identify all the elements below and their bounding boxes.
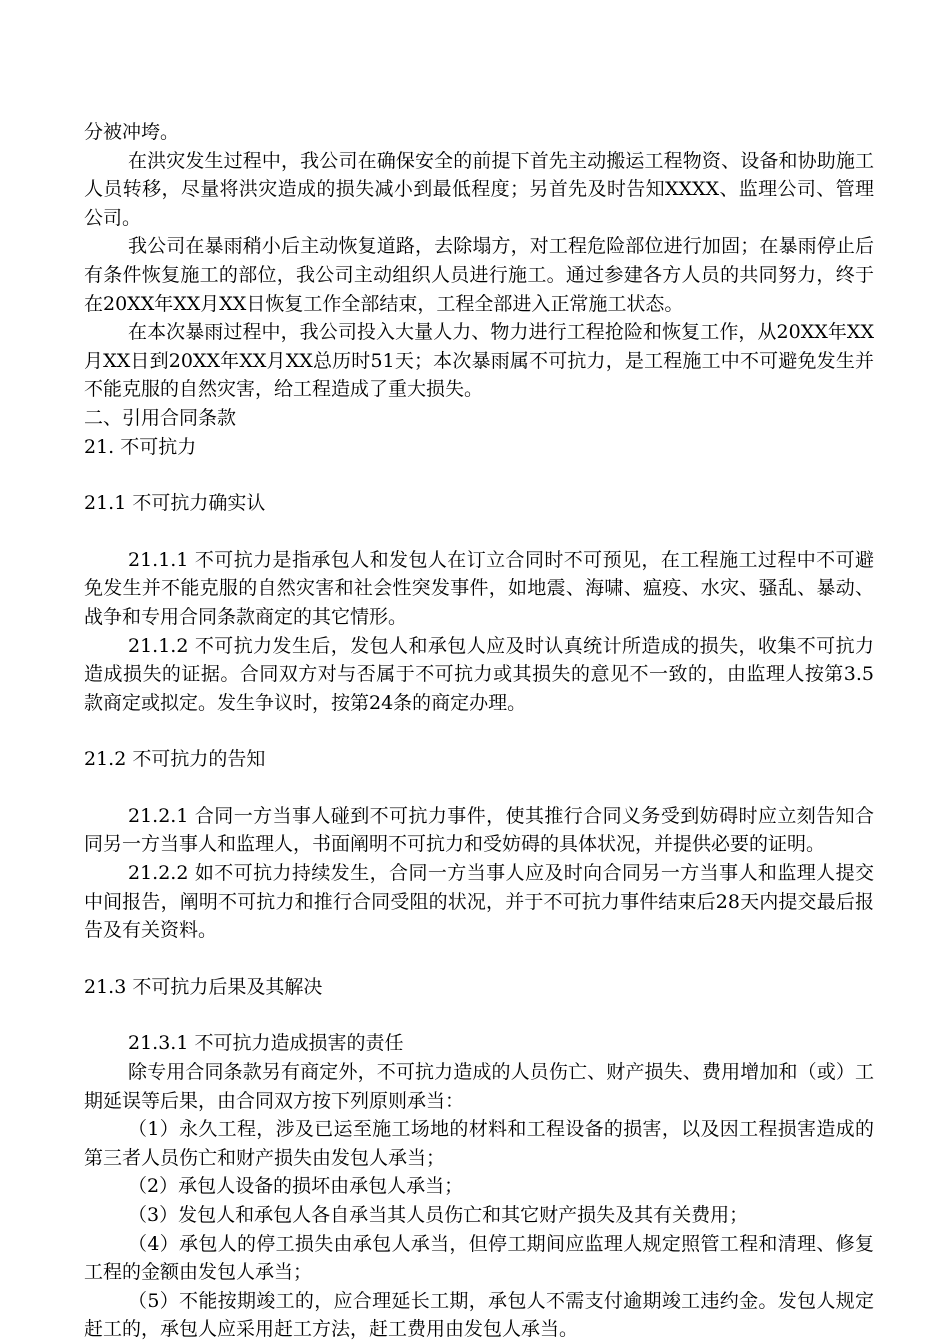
paragraph-spacer — [84, 945, 874, 973]
body-paragraph: 除专用合同条款另有商定外，不可抗力造成的人员伤亡、财产损失、费用增加和（或）工期延误等后果，由合同双方按下列原则承当： — [84, 1061, 874, 1112]
body-paragraph: 在本次暴雨过程中，我公司投入大量人力、物力进行工程抢险和恢复工作，从20XX年XX月XX日到20XX年XX月XX总历时51天；本次暴雨属不可抗力，是工程施工中不可避免发生并不能克服的自然灾害，给工程造成了重大损失。 — [84, 321, 874, 401]
body-paragraph: 21.2.2 如不可抗力持续发生，合同一方当事人应及时向合同另一方当事人和监理人提交中间报告，阐明不可抗力和推行合同受阻的状况，并于不可抗力事件结束后28天内提交最后报告及有关资料。 — [84, 862, 874, 942]
body-paragraph: （5）不能按期竣工的，应合理延长工期，承包人不需支付逾期竣工违约金。发包人规定赶工的，承包人应采用赶工方法，赶工费用由发包人承当。 — [84, 1289, 874, 1341]
body-paragraph: （1）永久工程，涉及已运至施工场地的材料和工程设备的损害，以及因工程损害造成的第三者人员伤亡和财产损失由发包人承当； — [84, 1118, 874, 1169]
section-heading: 二、引用合同条款 — [84, 406, 237, 429]
paragraph-spacer — [84, 774, 874, 802]
body-paragraph: 21.1.2 不可抗力发生后，发包人和承包人应及时认真统计所造成的损失，收集不可抗力造成损失的证据。合同双方对与否属于不可抗力或其损失的意见不一致的，由监理人按第3.5 款商定或拟定。发生争议时，按第24条的商定办理。 — [84, 634, 874, 714]
body-paragraph: 我公司在暴雨稍小后主动恢复道路，去除塌方，对工程危险部位进行加固；在暴雨停止后有条件恢复施工的部位，我公司主动组织人员进行施工。通过参建各方人员的共同努力，终于在20XX年XX月XX日恢复工作全部结束，工程全部进入正常施工状态。 — [84, 235, 874, 315]
body-paragraph: （3）发包人和承包人各自承当其人员伤亡和其它财产损失及其有关费用； — [128, 1204, 749, 1226]
body-paragraph: 21.3.1 不可抗力造成损害的责任 — [128, 1032, 404, 1055]
section-heading: 21.1 不可抗力确实认 — [84, 492, 266, 515]
paragraph-spacer — [84, 717, 874, 745]
body-paragraph: 21.2.1 合同一方当事人碰到不可抗力事件，使其推行合同义务受到妨碍时应立刻告知合同另一方当事人和监理人，书面阐明不可抗力和受妨碍的具体状况，并提供必要的证明。 — [84, 804, 874, 856]
section-heading: 21.2 不可抗力的告知 — [84, 748, 266, 771]
document-body — [84, 118, 874, 1344]
paragraph-spacer — [84, 461, 874, 489]
body-paragraph: 在洪灾发生过程中，我公司在确保安全的前提下首先主动搬运工程物资、设备和协助施工人员转移，尽量将洪灾造成的损失减小到最低程度；另首先及时告知XXXX、监理公司、管理公司。 — [84, 149, 874, 229]
paragraph-spacer — [84, 1001, 874, 1029]
section-heading: 21. 不可抗力 — [84, 435, 197, 458]
body-paragraph: 21.1.1 不可抗力是指承包人和发包人在订立合同时不可预见，在工程施工过程中不可避免发生并不能克服的自然灾害和社会性突发事件，如地震、海啸、瘟疫、水灾、骚乱、暴动、战争和专用合同条款商定的其它情形。 — [84, 548, 874, 628]
body-paragraph: （2）承包人设备的损坏由承包人承当； — [128, 1175, 464, 1198]
section-heading: 21.3 不可抗力后果及其解决 — [84, 975, 323, 998]
body-paragraph: 分被冲垮。 — [84, 121, 180, 143]
paragraph-spacer — [84, 518, 874, 546]
body-paragraph: （4）承包人的停工损失由承包人承当，但停工期间应监理人规定照管工程和清理、修复工程的金额由发包人承当； — [84, 1232, 874, 1284]
